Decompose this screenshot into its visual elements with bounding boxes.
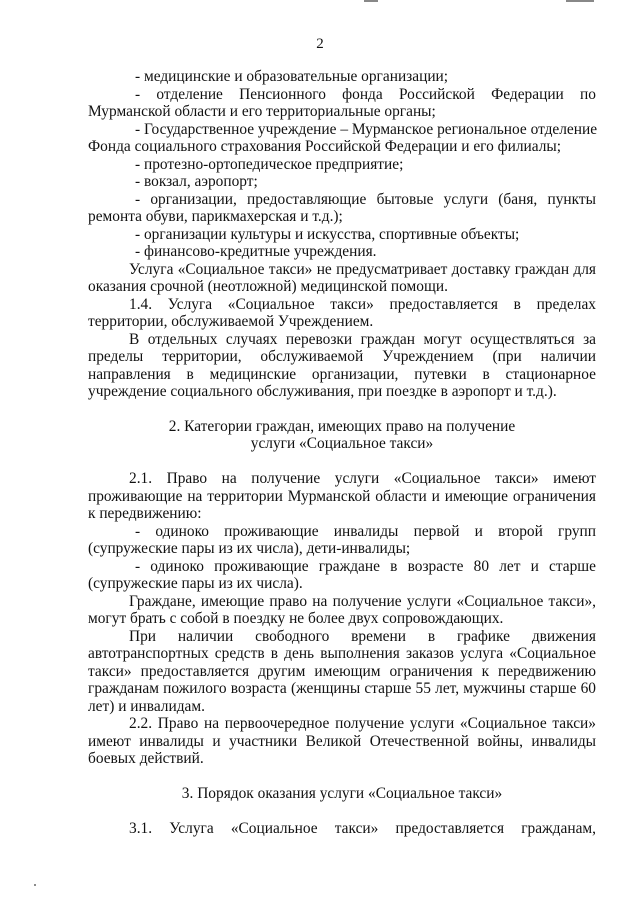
section-heading: 3. Порядок оказания услуги «Социальное такси» [181,785,503,802]
text-line: могут брать с собой в поездку не более двух сопровождающих. [88,610,504,627]
text-line: - организации культуры и искусства, спортивные объекты; [135,226,520,243]
text-line: автотранспортных средств в день выполнения заказов услуга «Социальное [88,645,596,662]
top-edge-mark-right [566,0,594,2]
text-line: Фонда социального страхования Российской Федерации и его филиалы; [88,138,562,155]
text-line: направления в медицинские организации, путевки в стационарное [88,366,596,383]
text-line: При наличии свободного времени в графике движения [129,628,596,645]
text-line: 2.2. Право на первоочередное получение услуги «Социальное такси» [129,715,596,732]
text-line: - протезно-ортопедическое предприятие; [135,156,404,173]
text-line: 2.1. Право на получение услуги «Социальное такси» имеют [129,470,596,487]
text-line: территории, обслуживаемой Учреждением. [88,313,374,330]
text-line: В отдельных случаях перевозки граждан могут осуществляться за [129,331,596,348]
text-line: ремонта обуви, парикмахерская и т.д.); [88,208,343,225]
text-line: учреждение социального обслуживания, при поездке в аэропорт и т.д.). [88,383,557,400]
text-line: - медицинские и образовательные организации; [135,68,449,85]
text-line: - одиноко проживающие граждане в возрасте 80 лет и старше [135,558,596,575]
text-line: - финансово-кредитные учреждения. [135,243,377,260]
text-line: - Государственное учреждение – Мурманское региональное отделение [135,121,598,138]
text-line: - вокзал, аэропорт; [135,173,258,190]
text-line: - организации, предоставляющие бытовые услуги (баня, пункты [135,191,596,208]
page-number: 2 [316,36,324,52]
text-line: боевых действий. [88,750,204,767]
text-line: Мурманской области и его территориальные органы; [88,103,436,120]
text-line: 1.4. Услуга «Социальное такси» предоставляется в пределах [129,296,596,313]
text-line: оказания срочной (неотложной) медицинской помощи. [88,278,448,295]
text-line: к передвижению: [88,505,202,522]
text-line: пределы территории, обслуживаемой Учреждением (при наличии [88,348,596,365]
section-heading: услуги «Социальное такси» [250,435,434,452]
text-line: имеют инвалиды и участники Великой Отечественной войны, инвалиды [88,733,596,750]
text-line: - отделение Пенсионного фонда Российской Федерации по [135,86,596,103]
top-edge-mark-left [364,0,378,2]
text-line: Услуга «Социальное такси» не предусматривает доставку граждан для [129,261,596,278]
text-line: лет) и инвалидам. [88,698,205,715]
text-line: проживающие на территории Мурманской области и имеющие ограничения [88,488,596,505]
text-line: 3.1. Услуга «Социальное такси» предоставляется гражданам, [129,820,596,837]
text-line: (супружеские пары из их числа), дети-инвалиды; [88,540,411,557]
text-line: такси» предоставляется другим имеющим ограничения к передвижению [88,663,596,680]
text-line: гражданам пожилого возраста (женщины старше 55 лет, мужчины старше 60 [88,680,596,697]
text-line: - одиноко проживающие инвалиды первой и второй групп [135,523,596,540]
section-heading: 2. Категории граждан, имеющих право на получение [168,418,516,435]
text-line: Граждане, имеющие право на получение услуги «Социальное такси», [129,593,596,610]
scan-speck [34,884,36,886]
text-line: (супружеские пары из их числа). [88,575,303,592]
